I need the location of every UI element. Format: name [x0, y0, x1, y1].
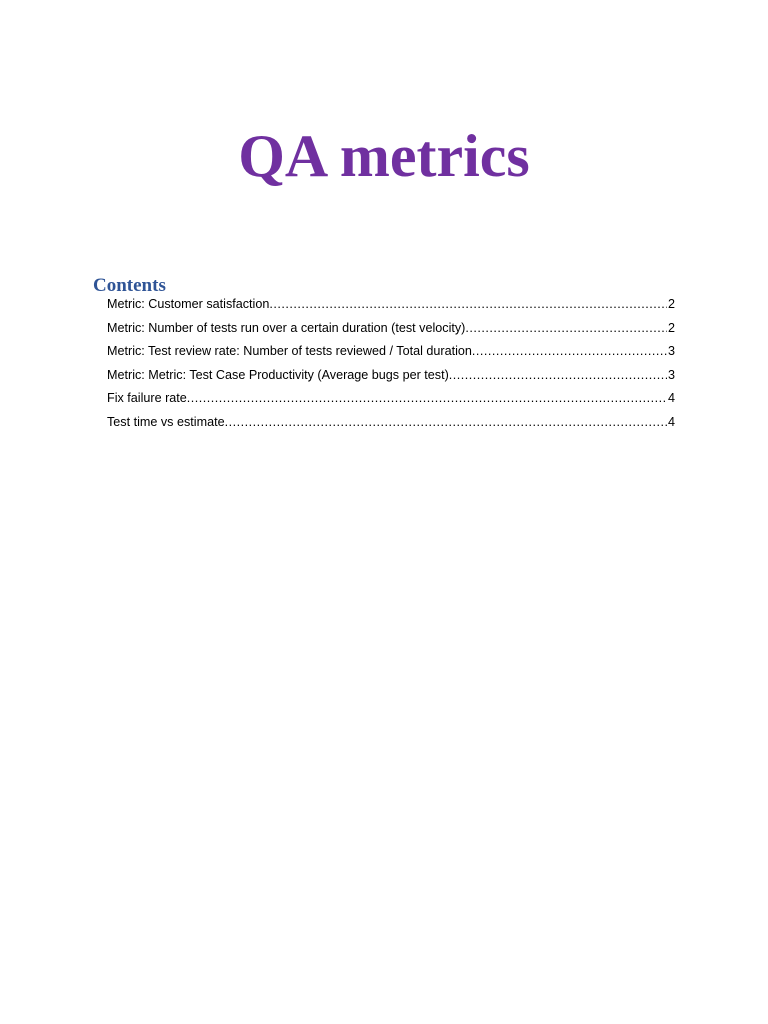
table-of-contents	[93, 274, 675, 439]
toc-entry-label: Test time vs estimate	[107, 414, 225, 429]
toc-entry-test-case-productivity[interactable]	[107, 368, 675, 392]
toc-page-number: 2	[667, 320, 675, 335]
toc-entry-label: Metric: Number of tests run over a certain duration (test velocity)	[107, 320, 466, 335]
toc-entry-label: Metric: Customer satisfaction	[107, 297, 270, 311]
toc-dot-leader	[449, 368, 667, 382]
toc-page-number: 3	[667, 344, 675, 359]
toc-page-number: 4	[667, 414, 675, 429]
toc-page-number: 4	[667, 391, 675, 406]
toc-dot-leader	[225, 415, 667, 429]
toc-entry-fix-failure-rate[interactable]	[107, 391, 675, 415]
toc-entry-test-velocity[interactable]	[107, 321, 675, 345]
toc-entry-label: Metric: Metric: Test Case Productivity (Average bugs per test)	[107, 367, 449, 382]
toc-dot-leader	[269, 297, 667, 311]
toc-page-number: 3	[667, 367, 675, 382]
toc-page-number: 2	[667, 297, 675, 311]
toc-dot-leader	[465, 321, 667, 335]
document-title: QA metrics	[238, 123, 530, 189]
toc-entry-test-time-vs-estimate[interactable]	[107, 415, 675, 439]
toc-list	[93, 297, 675, 439]
toc-entry-test-review-rate[interactable]	[107, 344, 675, 368]
toc-entry-label: Metric: Test review rate: Number of tests reviewed / Total duration	[107, 344, 472, 359]
toc-entry-customer-satisfaction[interactable]	[107, 297, 675, 321]
toc-heading: Contents	[93, 275, 166, 296]
toc-dot-leader	[187, 391, 667, 405]
toc-dot-leader	[472, 344, 667, 358]
toc-entry-label: Fix failure rate	[107, 391, 187, 406]
